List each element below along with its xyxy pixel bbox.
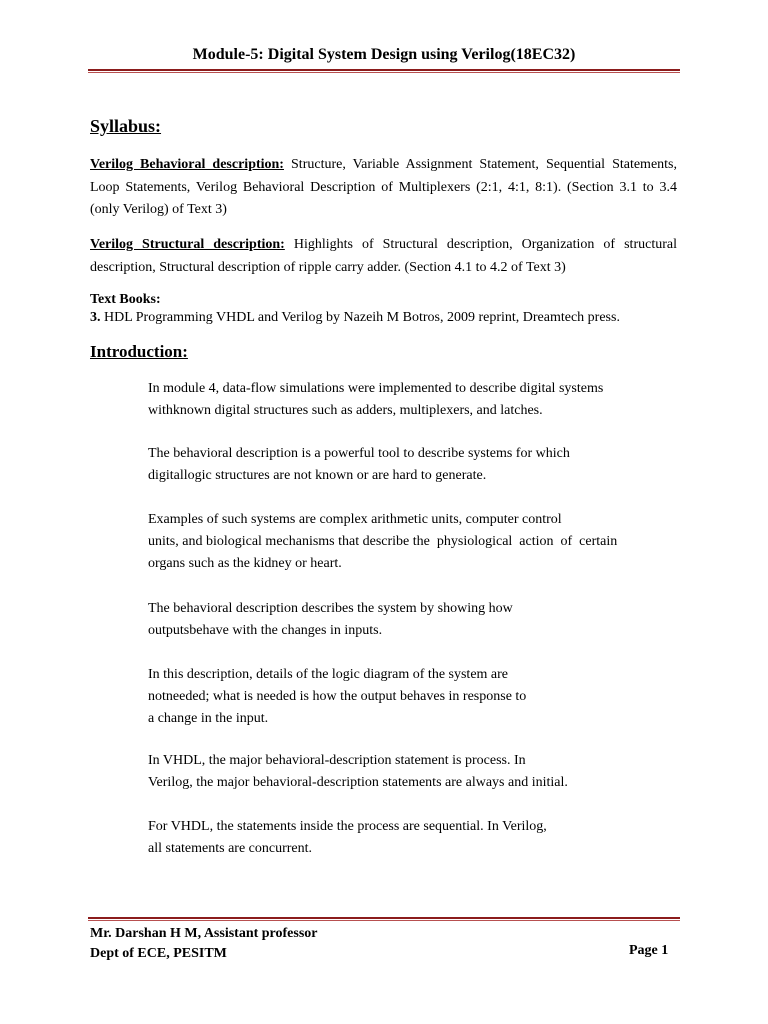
footer-author-block [90, 924, 318, 964]
intro-line: The behavioral description describes the system by showing how [148, 601, 513, 616]
syllabus-heading: Syllabus: [90, 116, 162, 136]
intro-line: units, and biological mechanisms that describe the physiological action of certain [148, 534, 618, 549]
intro-line: a change in the input. [148, 711, 269, 726]
intro-line: all statements are concurrent. [148, 841, 313, 856]
intro-line: digitallogic structures are not known or are hard to generate. [148, 468, 487, 483]
footer-rule [88, 917, 680, 921]
behavioral-description-lead: Verilog Behavioral description: [90, 157, 284, 172]
intro-paragraph [148, 378, 603, 422]
text-books-label: Text Books: [90, 292, 161, 307]
structural-description-lead: Verilog Structural description: [90, 237, 285, 252]
intro-line: The behavioral description is a powerful tool to describe systems for which [148, 446, 570, 461]
header-rule [88, 69, 680, 73]
intro-paragraph [148, 598, 513, 642]
footer-department: Dept of ECE, PESITM [90, 946, 227, 961]
intro-line: Verilog, the major behavioral-description statements are always and initial. [148, 775, 568, 790]
intro-line: Examples of such systems are complex arithmetic units, computer control [148, 512, 562, 527]
intro-line: In VHDL, the major behavioral-description statement is process. In [148, 753, 526, 768]
structural-description-paragraph [90, 234, 677, 279]
structural-description-text: Highlights of Structural description, Organization of structural description, Structural description of ripple carry adder. (Section 4.1 to 4.2 of Text 3) [90, 237, 677, 275]
text-book-number: 3. [90, 310, 101, 325]
intro-paragraph [148, 664, 526, 730]
text-book-title: HDL Programming VHDL and Verilog by Nazeih M Botros, 2009 reprint, Dreamtech press. [100, 310, 620, 325]
intro-line: outputsbehave with the changes in inputs. [148, 623, 383, 638]
intro-paragraph [148, 509, 617, 575]
page-number: Page 1 [629, 943, 669, 958]
footer-author: Mr. Darshan H M, Assistant professor [90, 926, 318, 941]
intro-paragraph [148, 750, 568, 794]
introduction-heading: Introduction: [90, 342, 188, 361]
intro-line: organs such as the kidney or heart. [148, 556, 342, 571]
intro-line: notneeded; what is needed is how the output behaves in response to [148, 689, 527, 704]
behavioral-description-paragraph [90, 154, 677, 222]
behavioral-description-text: Structure, Variable Assignment Statement, Sequential Statements, Loop Statements, Verilog Behavioral Description of Multiplexers (2:1, 4:1, 8:1). (Section 3.1 to 3.4 (only Verilog) of Text 3) [90, 157, 678, 217]
page-header-title: Module-5: Digital System Design using Verilog(18EC32) [192, 46, 576, 63]
intro-line: In module 4, data-flow simulations were implemented to describe digital systems [148, 381, 604, 396]
intro-line: For VHDL, the statements inside the process are sequential. In Verilog, [148, 819, 547, 834]
intro-paragraph [148, 816, 547, 860]
intro-line: withknown digital structures such as adders, multiplexers, and latches. [148, 403, 543, 418]
intro-line: In this description, details of the logic diagram of the system are [148, 667, 509, 682]
text-book-item [90, 310, 620, 326]
intro-paragraph [148, 443, 570, 487]
